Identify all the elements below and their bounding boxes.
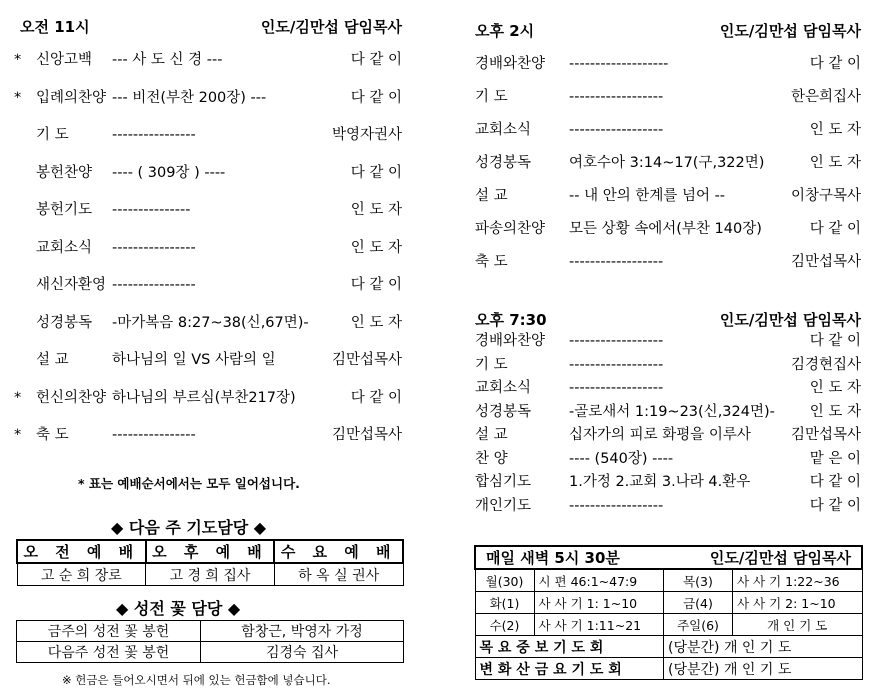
order-label: 헌신의찬양 [36,389,107,406]
dawn-day: 목(3) [664,569,733,592]
order-detail: ------------------- [569,56,669,72]
order-detail: ---- ( 309장 ) ---- [112,164,226,181]
order-label: 교회소식 [475,122,532,138]
order-detail: -- 내 안의 한계를 넘어 -- [569,188,726,204]
offering-note: ※ 헌금은 들어오시면서 뒤에 있는 헌금함에 넣습니다. [62,673,331,687]
order-detail: ---------------- [112,427,196,443]
prayer-duty-name: 고 경 희 집사 [146,563,275,586]
order-label: 입례의찬양 [36,89,107,106]
order-detail: ------------------ [569,380,664,396]
order-label: 성경봉독 [36,314,93,331]
order-label: 축 도 [475,254,508,270]
morning-leader: 인도/김만섭 담임목사 [260,18,402,36]
order-person: 김만섭목사 [331,352,402,368]
dawn-reading: 사 사 기 1:11~21 [534,614,664,636]
order-row [475,353,861,377]
dawn-leader: 인도/김만섭 담임목사 [709,549,851,567]
dawn-day: 주일(6) [664,614,733,636]
order-detail: --------------- [112,202,191,218]
evening-time: 오후 7:30 [475,311,547,329]
order-row [475,329,861,353]
order-row [14,311,402,335]
order-person: 다 같 이 [809,221,861,237]
flower-label: 금주의 성전 꽃 봉헌 [17,621,201,642]
extra-label: 목 요 중 보 기 도 회 [475,636,664,658]
order-label: 교회소식 [475,380,532,396]
evening-leader: 인도/김만섭 담임목사 [719,311,861,329]
order-row [14,348,402,372]
order-person: 김경현집사 [790,356,861,373]
order-label: 경배와찬양 [475,56,546,72]
order-row [14,236,402,260]
order-detail: ---------------- [112,277,196,293]
evening-service [475,309,861,519]
order-person: 인 도 자 [350,314,402,331]
order-person: 김만섭목사 [790,427,861,443]
flower-value: 함창근, 박영자 가정 [201,621,404,642]
order-detail: ---------------- [112,127,196,143]
order-label: 교회소식 [36,239,93,256]
order-person: 다 같 이 [809,497,861,514]
order-person: 다 같 이 [350,52,402,68]
order-detail: ------------------ [569,497,664,514]
order-row [475,400,861,424]
order-detail: -마가복음 8:27~38(신,67면)- [112,314,309,331]
order-label: 성경봉독 [475,155,532,171]
order-label: 기 도 [475,89,508,105]
order-label: 경배와찬양 [475,333,546,349]
order-detail: ------------------ [569,89,664,105]
dawn-day: 화(1) [475,592,534,614]
order-detail: 1.가정 2.교회 3.나라 4.환우 [569,474,751,490]
dawn-reading: 시 편 46:1~47:9 [534,569,664,592]
order-row [475,151,861,175]
order-person: 다 같 이 [350,277,402,293]
order-person: 박영자권사 [331,127,402,143]
extra-value: (당분간) 개 인 기 도 [664,636,863,658]
order-label: 파송의찬양 [475,221,546,237]
prayer-duty-header: 수 요 예 배 [274,540,403,563]
order-person: 다 같 이 [809,333,861,349]
order-detail: ------------------ [569,356,664,373]
dawn-day: 월(30) [475,569,534,592]
order-detail: 하나님의 부르심(부찬217장) [112,389,296,406]
flower-value: 김경숙 집사 [201,642,404,663]
flower-duty-title: ◆ 성전 꽃 담당 ◆ [116,599,241,618]
standing-mark: * [14,427,22,443]
order-detail: ---------------- [112,239,196,256]
order-detail: -골로새서 1:19~23(신,324면)- [569,403,775,420]
order-detail: 십자가의 피로 화평을 이루사 [569,427,751,443]
order-person: 인 도 자 [809,155,861,171]
order-person: 한은희집사 [790,89,861,105]
dawn-title: 매일 새벽 5시 30분 [486,549,620,567]
order-detail: 하나님의 일 VS 사람의 일 [112,352,276,368]
order-row [14,423,402,447]
order-label: 찬 양 [475,450,508,467]
order-label: 봉헌기도 [36,202,93,218]
order-person: 다 같 이 [350,89,402,106]
order-person: 다 같 이 [350,389,402,406]
prayer-duty-name: 하 옥 실 권사 [274,563,403,586]
prayer-duty-title: ◆ 다음 주 기도담당 ◆ [111,518,267,537]
order-person: 다 같 이 [809,474,861,490]
order-label: 봉헌찬양 [36,164,93,181]
order-row [475,184,861,208]
order-detail: ------------------ [569,333,664,349]
order-row [14,198,402,222]
standing-mark: * [14,89,22,106]
order-row [475,52,861,76]
order-person: 인 도 자 [350,202,402,218]
dawn-reading: 개 인 기 도 [733,614,863,636]
order-detail: 여호수아 3:14~17(구,322면) [569,155,765,171]
order-person: 인 도 자 [809,122,861,138]
morning-time: 오전 11시 [20,18,90,36]
order-row [14,161,402,185]
order-person: 다 같 이 [350,164,402,181]
order-label: 신앙고백 [36,52,93,68]
standing-mark: * [14,52,22,68]
dawn-day: 수(2) [475,614,534,636]
dawn-day: 금(4) [664,592,733,614]
prayer-duty-header: 오 전 예 배 [17,540,146,563]
extra-label: 변 화 산 금 요 기 도 회 [475,658,664,680]
dawn-reading: 사 사 기 2: 1~10 [733,592,863,614]
order-row [475,217,861,241]
order-label: 기 도 [36,127,69,143]
afternoon-service [475,18,861,278]
order-label: 새신자환영 [36,277,107,293]
extra-value: (당분간) 개 인 기 도 [664,658,863,680]
order-detail: --- 사 도 신 경 --- [112,52,223,68]
order-detail: ------------------ [569,122,664,138]
order-row [475,423,861,447]
order-detail: ---- (540장) ---- [569,450,674,467]
order-label: 합심기도 [475,474,532,490]
flower-label: 다음주 성전 꽃 봉헌 [17,642,201,663]
order-label: 축 도 [36,427,69,443]
morning-service [14,14,402,491]
order-person: 다 같 이 [809,56,861,72]
order-label: 설 교 [475,427,508,443]
order-person: 인 도 자 [350,239,402,256]
prayer-duty-name: 고 순 희 장로 [17,563,146,586]
dawn-reading: 사 사 기 1:22~36 [733,569,863,592]
order-row [14,123,402,147]
standing-mark: * [14,389,22,406]
order-row [475,118,861,142]
order-person: 김만섭목사 [790,254,861,270]
order-row [475,494,861,518]
order-row [14,48,402,72]
order-person: 김만섭목사 [331,427,402,443]
order-label: 기 도 [475,356,508,373]
order-label: 설 교 [36,352,69,368]
order-detail: ------------------ [569,254,664,270]
afternoon-leader: 인도/김만섭 담임목사 [719,22,861,40]
prayer-duty-table [16,539,404,586]
flower-duty-table [16,620,404,663]
order-row [475,376,861,400]
afternoon-time: 오후 2시 [475,22,535,40]
prayer-duty-header: 오 후 예 배 [146,540,275,563]
order-row [14,273,402,297]
order-row [14,86,402,110]
order-row [475,250,861,274]
order-label: 설 교 [475,188,508,204]
order-person: 맡 은 이 [809,450,861,467]
order-row [475,447,861,471]
order-detail: 모든 상황 속에서(부찬 140장) [569,221,762,237]
order-person: 인 도 자 [809,403,861,420]
order-row [475,470,861,494]
order-person: 이창구목사 [790,188,861,204]
order-detail: --- 비전(부찬 200장) --- [112,89,267,106]
dawn-service-table [474,545,863,680]
standing-note: * 표는 예배순서에서는 모두 일어섭니다. [78,476,300,491]
order-label: 성경봉독 [475,403,532,420]
order-row [14,386,402,410]
order-row [475,85,861,109]
dawn-reading: 사 사 기 1: 1~10 [534,592,664,614]
order-person: 인 도 자 [809,380,861,396]
order-label: 개인기도 [475,497,532,514]
